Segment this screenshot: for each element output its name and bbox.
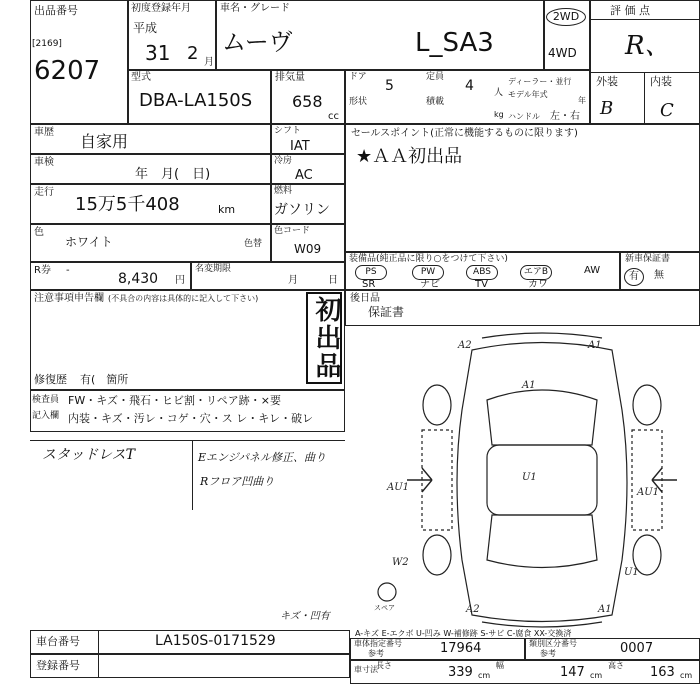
- equip-ps: PS: [355, 265, 387, 280]
- body-num-value: 17964: [440, 641, 482, 656]
- mark-a1-top: A1: [588, 340, 602, 351]
- note-scratch: キズ・凹有: [280, 611, 330, 622]
- mileage-unit: km: [218, 203, 236, 216]
- grade-divider-2: [590, 72, 700, 73]
- recycle-unit: 円: [175, 275, 185, 286]
- category-value: 0007: [620, 641, 654, 656]
- mileage-value: 15万5千408: [75, 194, 180, 215]
- color-code-label: 色コード: [274, 226, 311, 236]
- model-year-label: モデル年式: [508, 90, 548, 99]
- note-floor: Rフロア凹曲り: [200, 475, 275, 488]
- diagram-body-outline: [457, 343, 627, 622]
- doors-label: ドア: [349, 72, 367, 82]
- recycle-dash: -: [66, 265, 70, 276]
- recycle-label: R券: [34, 265, 51, 276]
- recycle-value: 8,430: [118, 271, 159, 287]
- body-num-label: 車体指定番号: [354, 639, 402, 648]
- history-box: [30, 124, 271, 154]
- grade-v-divider: [644, 72, 645, 124]
- lot-code: [2169]: [32, 39, 62, 49]
- drive-2wd: 2WD: [546, 8, 586, 26]
- car-name: ムーヴ: [222, 28, 293, 56]
- new-warranty-yes: 有: [624, 268, 644, 286]
- diagram-spare-tire: [378, 583, 396, 601]
- car-grade: L_SA3: [415, 28, 494, 58]
- diagram-rear-bumper: [482, 622, 602, 627]
- diagram-wheel-fl: [423, 385, 451, 425]
- repair-label: 修復歴: [34, 373, 67, 386]
- equipment-label: 装備品(純正品に限り○をつけて下さい): [349, 254, 508, 264]
- notes-label: 注意事項申告欄: [34, 293, 104, 304]
- equip-navi: ナビ: [420, 279, 440, 290]
- new-warranty-no: 無: [654, 270, 664, 281]
- color-value: ホワイト: [65, 235, 113, 249]
- note-divider: [192, 440, 193, 510]
- first-listing-stamp: [306, 292, 342, 384]
- color-label: 色: [34, 227, 44, 238]
- inspect-row-2: 内装・キズ・汚レ・コゲ・穴・ス レ・キレ・破レ: [68, 412, 314, 425]
- history-value: 自家用: [80, 132, 129, 151]
- diagram-wheel-rl: [423, 535, 451, 575]
- exterior-grade: B: [600, 98, 614, 119]
- drive-4wd: 4WD: [548, 46, 577, 60]
- equip-leather: カワ: [528, 279, 548, 290]
- chassis-value: LA150S-0171529: [155, 633, 276, 649]
- note-studless: スタッドレスT: [42, 447, 135, 463]
- grade-score: R、: [625, 31, 671, 61]
- shift-label: シフト: [274, 126, 302, 136]
- dims-width: 147: [560, 665, 585, 680]
- dims-width-label: 幅: [496, 661, 504, 670]
- registration-era: 平成: [133, 21, 158, 35]
- meigi-day: 日: [328, 275, 338, 286]
- fuel-value: ガソリン: [274, 202, 330, 218]
- equip-sr: SR: [362, 279, 376, 290]
- load-label: 積載: [426, 97, 445, 107]
- capacity-label: 定員: [426, 72, 445, 82]
- diagram-wheel-fr: [633, 385, 661, 425]
- dims-box: [350, 660, 700, 684]
- category-sub: 参考: [540, 649, 556, 658]
- capacity-unit: 人: [494, 88, 504, 98]
- ac-label: 冷房: [274, 156, 293, 166]
- handle-value: 左・右: [550, 111, 580, 122]
- grade-divider: [590, 19, 700, 20]
- mark-w2: W2: [392, 557, 409, 568]
- sales-box: [345, 124, 700, 252]
- dims-label: 車寸法: [354, 665, 378, 674]
- hand-divider: [30, 440, 345, 441]
- interior-grade: C: [660, 100, 674, 121]
- sales-value: ★ＡＡ初出品: [356, 146, 463, 167]
- lot-number: 6207: [34, 56, 101, 86]
- reg-number-label: 登録番号: [36, 659, 80, 672]
- shape-label: 形状: [349, 97, 368, 107]
- dims-length-unit: cm: [478, 671, 491, 680]
- car-name-label: 車名・グレード: [220, 3, 290, 14]
- history-label: 車歴: [34, 127, 54, 138]
- diagram-rear-window: [487, 515, 597, 568]
- mark-au1-right: AU1: [637, 487, 660, 498]
- doors-value: 5: [385, 78, 394, 94]
- model-year-unit: 年: [578, 96, 586, 105]
- lot-label: 出品番号: [34, 4, 78, 17]
- equip-airbag: エアB: [520, 265, 552, 280]
- diagram-windshield: [487, 390, 597, 445]
- dims-height-label: 高さ: [608, 661, 624, 670]
- displacement-unit: cc: [328, 111, 339, 122]
- handle-label: ハンドル: [508, 112, 540, 121]
- mileage-label: 走行: [34, 187, 54, 198]
- shaken-value: 年 月( 日): [135, 167, 211, 182]
- meigi-label: 名変期限: [195, 264, 232, 274]
- later-label: 後日品: [350, 293, 380, 304]
- exterior-label: 外装: [596, 75, 618, 88]
- shift-value: IAT: [290, 139, 310, 154]
- color-change-label: 色替: [244, 239, 263, 249]
- dims-height-unit: cm: [680, 671, 693, 680]
- inspect-row-1: FW・キズ・飛石・ヒビ割・リペア跡・×要: [68, 394, 281, 407]
- dims-length: 339: [448, 665, 473, 680]
- chassis-label: 車台番号: [36, 635, 80, 648]
- capacity-value: 4: [465, 78, 474, 94]
- registration-year: 31: [145, 41, 171, 65]
- diagram-roof: [487, 445, 597, 515]
- first-listing-text: 初出品: [311, 296, 341, 380]
- new-warranty-label: 新車保証書: [625, 254, 671, 264]
- repair-value: 有( 箇所: [80, 373, 129, 386]
- notes-box: [30, 290, 345, 390]
- mark-a2: A2: [458, 340, 472, 351]
- shaken-label: 車検: [34, 157, 54, 168]
- mark-au1-left: AU1: [387, 482, 410, 493]
- registration-month-unit: 月: [204, 57, 214, 68]
- ac-value: AC: [295, 168, 313, 183]
- dims-width-unit: cm: [590, 671, 603, 680]
- notes-sub: (不具合の内容は具体的に記入して下さい): [108, 294, 259, 303]
- car-diagram: [374, 330, 692, 630]
- dealer-label: ディーラー・並行: [508, 77, 572, 86]
- equip-aw: AW: [584, 265, 601, 276]
- displacement-label: 排気量: [275, 72, 305, 83]
- model-label: 型式: [131, 72, 151, 83]
- equip-pw: PW: [412, 265, 444, 280]
- damage-legend: A-キズ E-エクボ U-凹み W-補修跡 S-サビ C-腐食 XX-交換済: [355, 629, 572, 638]
- equip-abs: ABS: [466, 265, 498, 280]
- spare-label: スペア: [374, 604, 395, 612]
- color-code-value: W09: [294, 242, 322, 256]
- note-panel: Eエンジパネル修正、曲り: [198, 451, 326, 464]
- model-value: DBA-LA150S: [139, 90, 253, 111]
- mark-a1-roof: A1: [522, 380, 536, 391]
- interior-label: 内装: [650, 75, 672, 88]
- displacement-value: 658: [292, 92, 323, 111]
- dims-height: 163: [650, 665, 675, 680]
- meigi-month: 月: [288, 275, 298, 286]
- later-value: 保証書: [368, 305, 405, 319]
- mark-u1-rear: U1: [624, 567, 639, 578]
- sales-label: セールスポイント(正常に機能するものに限ります): [351, 128, 578, 139]
- body-num-sub: 参考: [368, 649, 384, 658]
- mark-u1-center: U1: [522, 472, 537, 483]
- registration-month: 2: [187, 43, 199, 64]
- mark-a2-rear: A2: [466, 604, 480, 615]
- grade-label: 評 価 点: [610, 4, 650, 17]
- dims-length-label: 長さ: [376, 661, 392, 670]
- fuel-label: 燃料: [274, 186, 293, 196]
- recycle-box: [30, 262, 191, 290]
- inspect-label-2: 記入欄: [32, 411, 60, 421]
- equip-tv: TV: [475, 279, 488, 290]
- diagram-front-bumper: [482, 333, 602, 338]
- inspect-label-1: 検査員: [32, 395, 60, 405]
- mark-a1-rear: A1: [598, 604, 612, 615]
- load-unit: kg: [494, 110, 504, 119]
- category-label: 類別区分番号: [529, 639, 577, 648]
- registration-label: 初度登録年月: [131, 3, 191, 14]
